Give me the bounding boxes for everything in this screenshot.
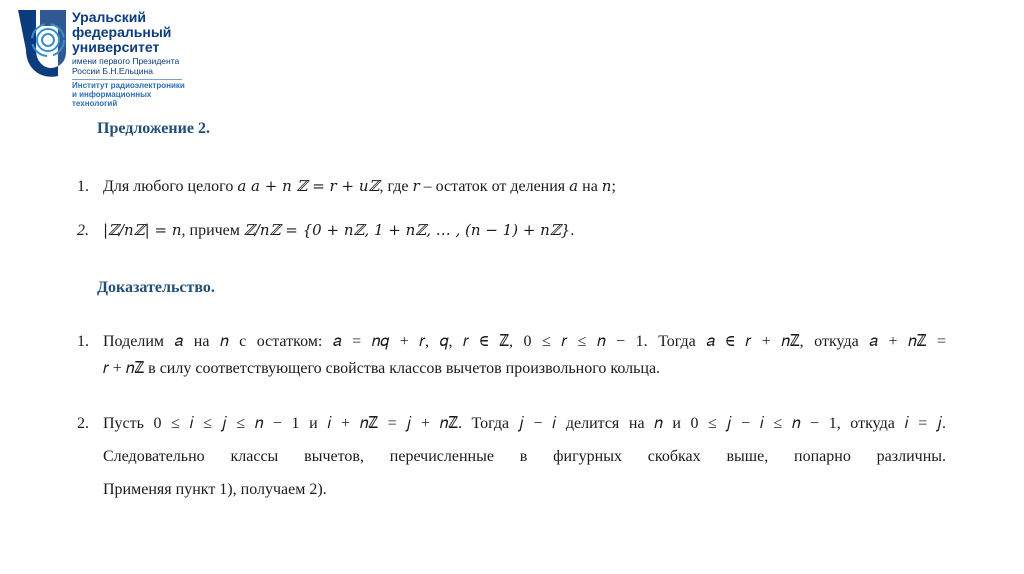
math-fragment: 𝑎 𝑎 + 𝑛 ℤ = 𝑟 + 𝑢ℤ <box>237 177 380 195</box>
logo-subtitle-line2: России Б.Н.Ельцина <box>72 65 153 76</box>
math-fragment: ℤ/𝑛ℤ = {0 + 𝑛ℤ, 1 + 𝑛ℤ, … , (𝑛 − 1) + 𝑛ℤ} <box>243 221 571 239</box>
text-fragment: на <box>578 178 598 195</box>
logo-institute-line1: Институт радиоэлектроники <box>72 81 185 90</box>
university-logo <box>14 6 234 116</box>
logo-divider <box>72 79 182 80</box>
text-fragment: ; <box>611 178 616 195</box>
item-text <box>103 176 946 197</box>
logo-subtitle-line1: имени первого Президента <box>72 56 180 66</box>
text-fragment: , причем <box>181 222 240 239</box>
text-line: Следовательно классы вычетов, перечисленные в фигурных скобках выше, попарно различны. <box>103 448 946 465</box>
text-line: Пусть 0 ≤ 𝑖 ≤ 𝑗 ≤ 𝑛 − 1 и 𝑖 + 𝑛ℤ = 𝑗 + 𝑛ℤ. Тогда 𝑗 − 𝑖 делится на 𝑛 и 0 ≤ 𝑗 − 𝑖 ≤ 𝑛 − 1, откуда 𝑖 = 𝑗. <box>103 415 946 432</box>
text-line: Поделим 𝑎 на 𝑛 с остатком: 𝑎 = 𝑛𝑞 + 𝑟, 𝑞, 𝑟 ∈ ℤ, 0 ≤ 𝑟 ≤ 𝑛 − 1. Тогда 𝑎 ∈ 𝑟 + 𝑛ℤ, откуда 𝑎 + 𝑛ℤ = <box>103 333 946 350</box>
text-fragment: . <box>570 222 575 239</box>
item-text <box>103 413 946 500</box>
proposition-title: Предложение 2. <box>97 120 210 137</box>
item-text <box>103 331 946 379</box>
math-fragment: |ℤ/𝑛ℤ| = 𝑛 <box>103 221 182 239</box>
text-line: Применяя пункт 1), получаем 2). <box>103 481 327 498</box>
logo-institute-line2: и информационных <box>72 89 152 99</box>
item-number: 1. <box>77 333 89 350</box>
math-fragment: 𝑎 <box>569 177 579 195</box>
urfu-logo-icon <box>14 6 70 78</box>
item-number: 2. <box>77 415 89 432</box>
item-text <box>103 220 946 241</box>
item-number: 2. <box>77 222 89 239</box>
math-fragment: 𝑟 <box>412 177 420 195</box>
text-fragment: – остаток от деления <box>419 178 566 195</box>
text-line: 𝑟 + 𝑛ℤ в силу соответствующего свойства классов вычетов произвольного кольца. <box>103 360 661 377</box>
logo-title-line3: университет <box>72 39 160 55</box>
text-fragment: , где <box>379 178 409 195</box>
logo-title-line1: Уральский <box>72 9 147 25</box>
logo-title-line2: федеральный <box>72 24 172 40</box>
logo-institute-line3: технологий <box>72 98 118 108</box>
text-fragment: Для любого целого <box>103 178 234 195</box>
proof-title: Доказательство. <box>97 279 215 296</box>
item-number: 1. <box>77 178 89 195</box>
math-fragment: 𝑛 <box>601 177 612 195</box>
